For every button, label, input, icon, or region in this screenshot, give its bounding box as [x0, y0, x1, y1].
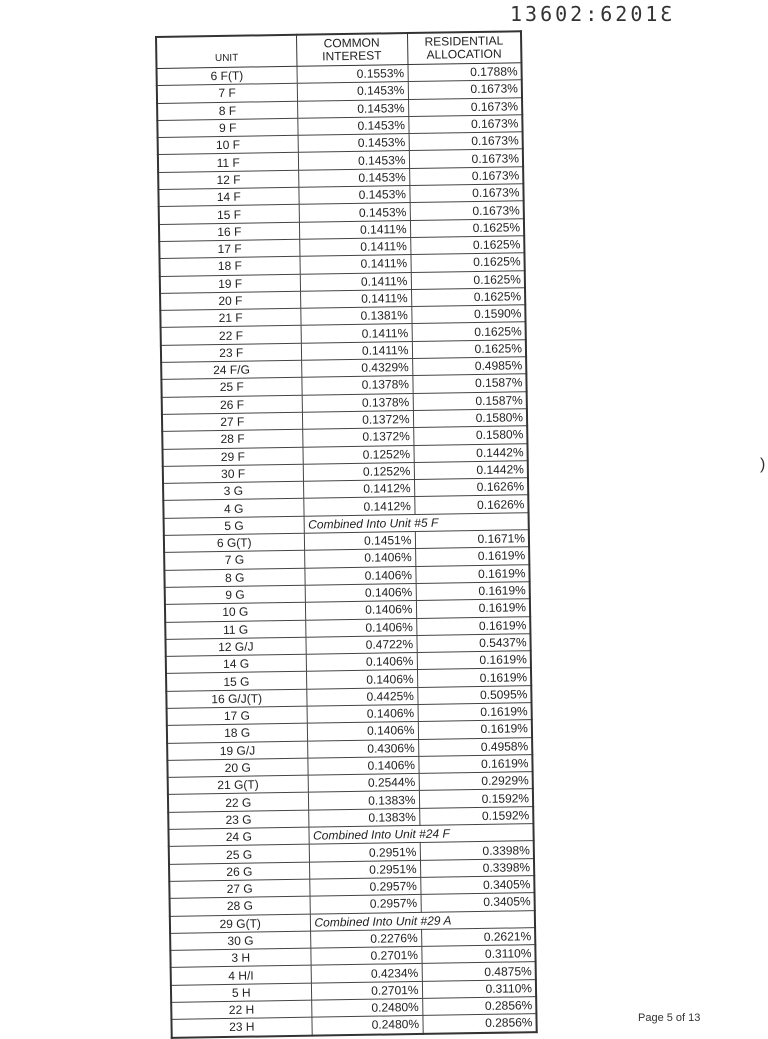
common-interest-cell: 0.4306% [307, 739, 418, 758]
common-interest-cell: 0.1406% [305, 618, 416, 637]
common-interest-cell: 0.1406% [307, 722, 418, 741]
residential-allocation-cell: 0.2621% [421, 927, 535, 946]
common-interest-cell: 0.1411% [300, 272, 411, 291]
residential-allocation-cell: 0.1619% [416, 599, 530, 618]
residential-allocation-cell: 0.1580% [413, 426, 527, 445]
common-interest-cell: 0.1553% [296, 65, 407, 84]
residential-allocation-cell: 0.1625% [410, 236, 524, 255]
residential-allocation-cell: 0.1788% [407, 63, 521, 82]
unit-cell: 10 G [165, 602, 305, 621]
column-header-common-interest: COMMON INTEREST [296, 33, 407, 66]
page-number: Page 5 of 13 [638, 1012, 701, 1024]
common-interest-cell: 0.1453% [298, 186, 409, 205]
residential-allocation-cell: 0.3398% [420, 841, 534, 860]
residential-allocation-cell: 0.3110% [422, 979, 536, 998]
unit-cell: 14 G [166, 654, 306, 673]
unit-cell: 17 F [159, 239, 299, 258]
residential-allocation-cell: 0.3398% [420, 858, 534, 877]
combined-note-cell: Combined Into Unit #24 F [308, 824, 533, 845]
residential-allocation-cell: 0.1626% [414, 478, 528, 497]
unit-cell: 14 F [158, 187, 298, 206]
unit-cell: 29 F [162, 447, 302, 466]
residential-allocation-cell: 0.1442% [413, 443, 527, 462]
common-interest-cell: 0.1453% [298, 134, 409, 153]
residential-allocation-cell: 0.3405% [421, 893, 535, 912]
residential-allocation-cell: 0.1619% [417, 651, 531, 670]
combined-note-cell: Combined Into Unit #5 F [304, 512, 529, 533]
common-interest-cell: 0.1406% [305, 601, 416, 620]
common-interest-cell: 0.1411% [301, 341, 412, 360]
unit-cell: 28 F [162, 429, 302, 448]
common-interest-cell: 0.1412% [303, 480, 414, 499]
unit-cell: 28 G [170, 896, 310, 915]
combined-note-cell: Combined Into Unit #29 A [310, 910, 535, 931]
unit-cell: 16 G/J(T) [166, 689, 306, 708]
residential-allocation-cell: 0.1619% [418, 755, 532, 774]
residential-allocation-cell: 0.1625% [410, 218, 524, 237]
residential-allocation-cell: 0.1619% [416, 616, 530, 635]
common-interest-cell: 0.1453% [297, 99, 408, 118]
residential-allocation-cell: 0.1592% [419, 789, 533, 808]
common-interest-cell: 0.2480% [311, 998, 422, 1017]
unit-cell: 10 F [158, 135, 298, 154]
unit-cell: 27 G [169, 879, 309, 898]
residential-allocation-cell: 0.1619% [417, 668, 531, 687]
residential-allocation-cell: 0.3405% [420, 876, 534, 895]
unit-cell: 18 F [159, 257, 299, 276]
unit-cell: 23 F [161, 343, 301, 362]
unit-cell: 22 F [161, 326, 301, 345]
residential-allocation-cell: 0.1673% [408, 97, 522, 116]
residential-allocation-cell: 0.1673% [408, 80, 522, 99]
common-interest-cell: 0.1252% [303, 462, 414, 481]
unit-cell: 26 F [162, 395, 302, 414]
common-interest-cell: 0.1411% [300, 289, 411, 308]
common-interest-cell: 0.2480% [311, 1016, 422, 1036]
common-interest-cell: 0.1453% [298, 151, 409, 170]
unit-cell: 25 G [169, 845, 309, 864]
unit-cell: 21 F [160, 308, 300, 327]
residential-allocation-cell: 0.1619% [415, 564, 529, 583]
common-interest-cell: 0.2701% [311, 981, 422, 1000]
unit-cell: 11 F [158, 153, 298, 172]
residential-allocation-cell: 0.1619% [416, 582, 530, 601]
allocation-sheet [155, 30, 536, 1038]
unit-cell: 24 G [168, 827, 308, 846]
common-interest-cell: 0.2957% [310, 895, 421, 914]
residential-allocation-cell: 0.1673% [409, 132, 523, 151]
unit-cell: 22 H [171, 1000, 311, 1019]
residential-allocation-cell: 0.1619% [418, 703, 532, 722]
unit-cell: 5 G [164, 516, 304, 535]
common-interest-cell: 0.1453% [297, 82, 408, 101]
unit-cell: 25 F [161, 378, 301, 397]
unit-cell: 5 H [171, 983, 311, 1002]
common-interest-cell: 0.1406% [304, 566, 415, 585]
unit-cell: 12 G/J [165, 637, 305, 656]
column-header-unit: UNIT [156, 35, 296, 69]
unit-cell: 23 G [168, 810, 308, 829]
common-interest-cell: 0.1451% [304, 531, 415, 550]
unit-cell: 19 G/J [167, 741, 307, 760]
residential-allocation-cell: 0.1625% [410, 253, 524, 272]
unit-cell: 19 F [160, 274, 300, 293]
unit-cell: 27 F [162, 412, 302, 431]
residential-allocation-cell: 0.1587% [412, 374, 526, 393]
unit-cell: 22 G [168, 793, 308, 812]
unit-cell: 17 G [167, 706, 307, 725]
common-interest-cell: 0.1381% [300, 307, 411, 326]
common-interest-cell: 0.4425% [306, 687, 417, 706]
unit-cell: 7 F [157, 84, 297, 103]
unit-cell: 18 G [167, 723, 307, 742]
unit-cell: 16 F [159, 222, 299, 241]
unit-cell: 4 G [163, 499, 303, 518]
allocation-table [155, 30, 538, 1038]
common-interest-cell: 0.1453% [297, 116, 408, 135]
unit-cell: 6 G(T) [164, 533, 304, 552]
common-interest-cell: 0.1383% [308, 791, 419, 810]
unit-cell: 9 F [157, 118, 297, 137]
residential-allocation-cell: 0.1673% [408, 115, 522, 134]
residential-allocation-cell: 0.4985% [412, 357, 526, 376]
unit-cell: 20 G [167, 758, 307, 777]
unit-cell: 9 G [165, 585, 305, 604]
common-interest-cell: 0.1406% [305, 583, 416, 602]
residential-allocation-cell: 0.1625% [411, 288, 525, 307]
unit-cell: 11 G [165, 620, 305, 639]
residential-allocation-cell: 0.1673% [410, 201, 524, 220]
residential-allocation-cell: 0.1673% [409, 149, 523, 168]
common-interest-cell: 0.1411% [299, 237, 410, 256]
residential-allocation-cell: 0.1587% [413, 391, 527, 410]
common-interest-cell: 0.1252% [302, 445, 413, 464]
common-interest-cell: 0.1406% [304, 549, 415, 568]
residential-allocation-cell: 0.1592% [419, 806, 533, 825]
unit-cell: 8 G [164, 568, 304, 587]
document-stamp-number: 13602:6201Ɛ [510, 2, 676, 26]
residential-allocation-cell: 0.1626% [414, 495, 528, 514]
unit-cell: 3 H [170, 948, 310, 967]
residential-allocation-cell: 0.1673% [409, 167, 523, 186]
unit-cell: 3 G [163, 481, 303, 500]
unit-cell: 15 F [159, 205, 299, 224]
unit-cell: 15 G [166, 672, 306, 691]
residential-allocation-cell: 0.4958% [418, 737, 532, 756]
common-interest-cell: 0.1372% [302, 428, 413, 447]
residential-allocation-cell: 0.1442% [414, 461, 528, 480]
residential-allocation-cell: 0.2856% [422, 1014, 536, 1034]
unit-cell: 23 H [171, 1017, 311, 1037]
unit-cell: 24 F/G [161, 360, 301, 379]
unit-cell: 30 F [163, 464, 303, 483]
common-interest-cell: 0.1383% [308, 808, 419, 827]
table-body [157, 63, 537, 1038]
residential-allocation-cell: 0.1625% [412, 322, 526, 341]
unit-cell: 6 F(T) [157, 66, 297, 85]
unit-cell: 21 G(T) [168, 775, 308, 794]
common-interest-cell: 0.2951% [309, 860, 420, 879]
residential-allocation-cell: 0.2856% [422, 997, 536, 1016]
common-interest-cell: 0.1406% [307, 756, 418, 775]
unit-cell: 26 G [169, 862, 309, 881]
residential-allocation-cell: 0.4875% [422, 962, 536, 981]
common-interest-cell: 0.2544% [308, 774, 419, 793]
residential-allocation-cell: 0.1619% [418, 720, 532, 739]
residential-allocation-cell: 0.1625% [412, 339, 526, 358]
unit-cell: 12 F [158, 170, 298, 189]
common-interest-cell: 0.1411% [299, 255, 410, 274]
common-interest-cell: 0.1378% [301, 376, 412, 395]
residential-allocation-cell: 0.1671% [415, 530, 529, 549]
common-interest-cell: 0.2276% [310, 929, 421, 948]
common-interest-cell: 0.1372% [302, 410, 413, 429]
margin-mark: ) [760, 456, 766, 473]
residential-allocation-cell: 0.2929% [419, 772, 533, 791]
residential-allocation-cell: 0.1619% [415, 547, 529, 566]
common-interest-cell: 0.1406% [306, 653, 417, 672]
common-interest-cell: 0.4329% [301, 359, 412, 378]
common-interest-cell: 0.1453% [299, 203, 410, 222]
residential-allocation-cell: 0.1625% [411, 270, 525, 289]
unit-cell: 20 F [160, 291, 300, 310]
residential-allocation-cell: 0.5437% [416, 633, 530, 652]
unit-cell: 30 G [170, 931, 310, 950]
residential-allocation-cell: 0.1580% [413, 409, 527, 428]
common-interest-cell: 0.2951% [309, 843, 420, 862]
common-interest-cell: 0.1406% [306, 670, 417, 689]
unit-cell: 29 G(T) [170, 914, 310, 933]
residential-allocation-cell: 0.1590% [411, 305, 525, 324]
common-interest-cell: 0.1411% [301, 324, 412, 343]
residential-allocation-cell: 0.3110% [421, 945, 535, 964]
common-interest-cell: 0.1411% [299, 220, 410, 239]
unit-cell: 4 H/I [171, 966, 311, 985]
common-interest-cell: 0.4722% [305, 635, 416, 654]
common-interest-cell: 0.1378% [302, 393, 413, 412]
common-interest-cell: 0.1412% [303, 497, 414, 516]
residential-allocation-cell: 0.5095% [417, 685, 531, 704]
column-header-residential-allocation: RESIDENTIAL ALLOCATION [407, 31, 521, 64]
residential-allocation-cell: 0.1673% [409, 184, 523, 203]
common-interest-cell: 0.4234% [311, 964, 422, 983]
common-interest-cell: 0.2957% [309, 877, 420, 896]
unit-cell: 8 F [157, 101, 297, 120]
common-interest-cell: 0.2701% [310, 947, 421, 966]
unit-cell: 7 G [164, 551, 304, 570]
common-interest-cell: 0.1406% [307, 704, 418, 723]
common-interest-cell: 0.1453% [298, 168, 409, 187]
